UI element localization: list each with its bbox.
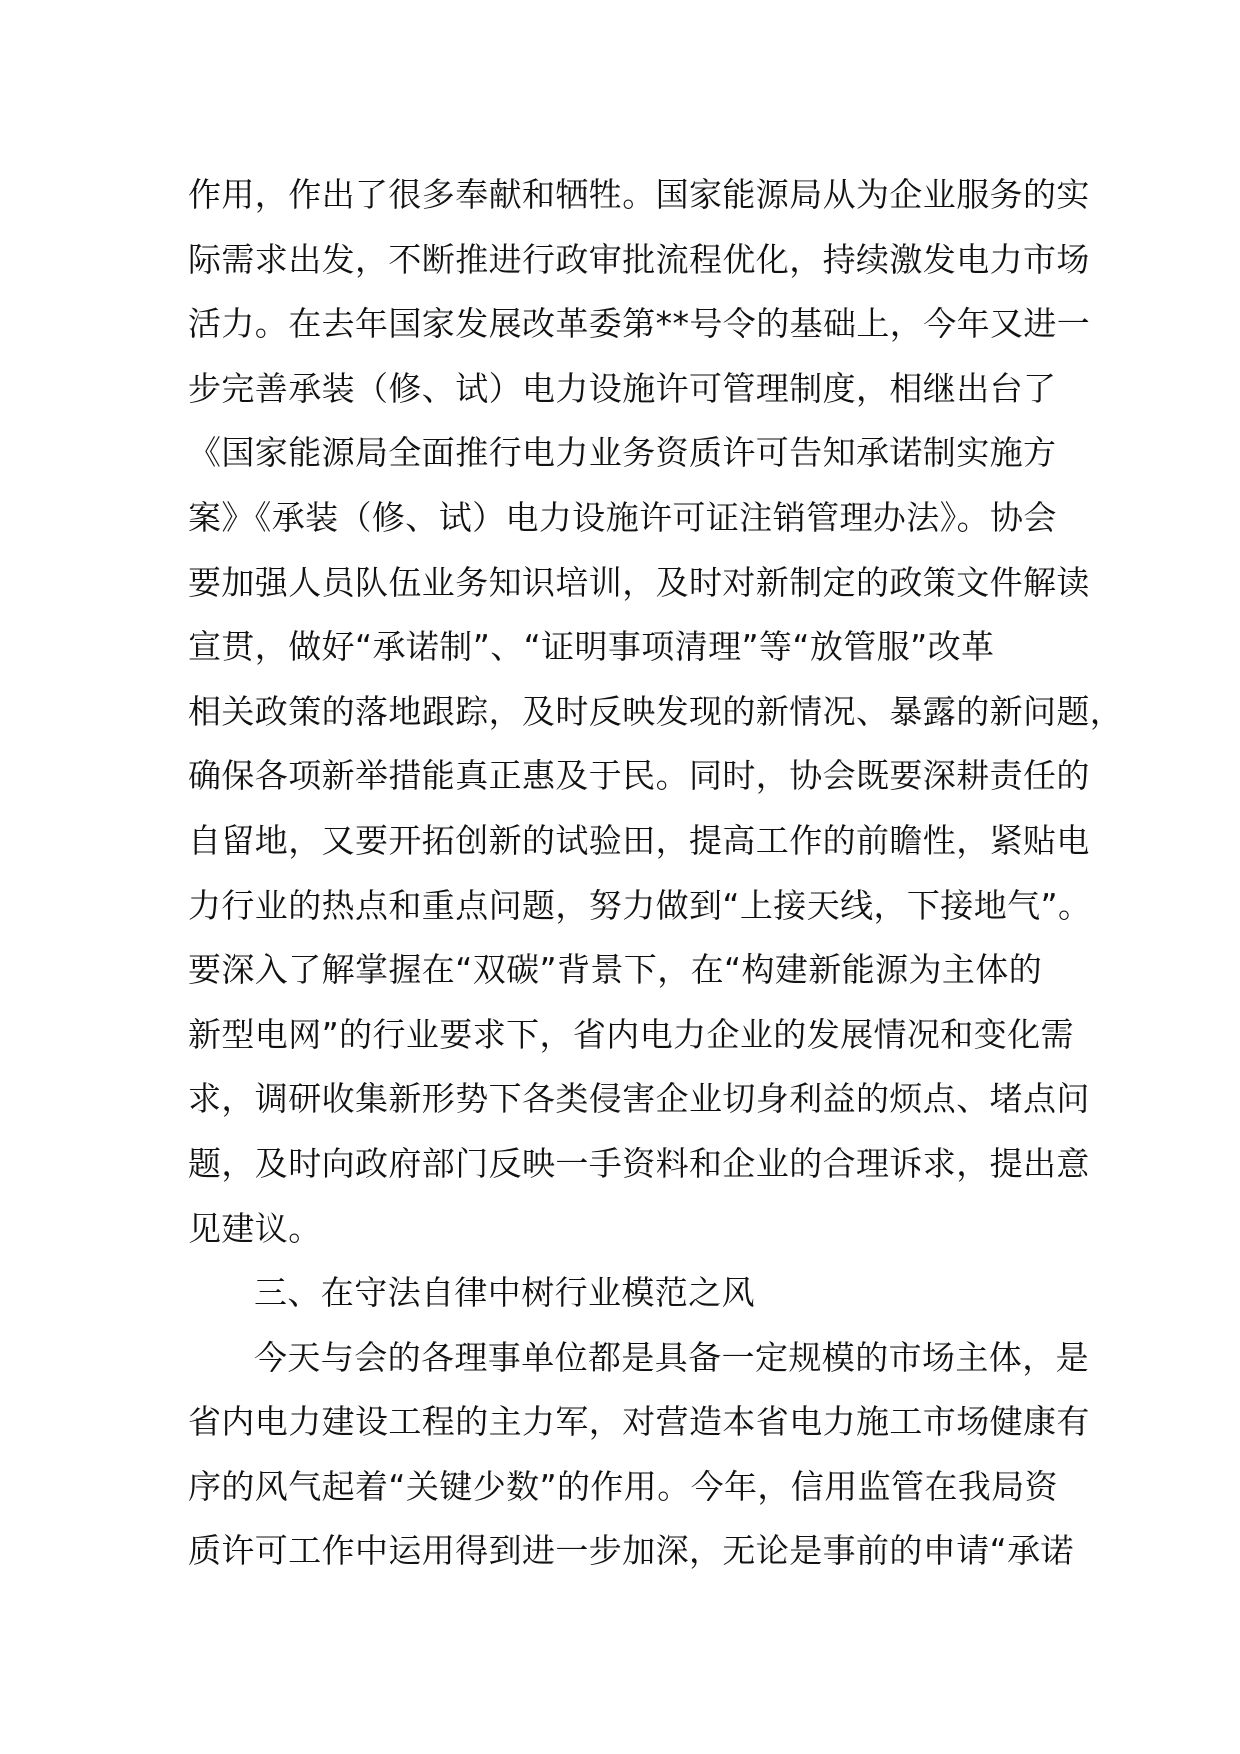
text-line: 序的风气起着“关键少数”的作用。今年，信用监管在我局资: [188, 1466, 1058, 1506]
text-line: 要加强人员队伍业务知识培训，及时对新制定的政策文件解读: [188, 562, 1090, 602]
text-line: 《国家能源局全面推行电力业务资质许可告知承诺制实施方: [188, 433, 1057, 473]
text-line: 求，调研收集新形势下各类侵害企业切身利益的烦点、堵点问: [188, 1079, 1090, 1119]
text-line: 自留地，又要开拓创新的试验田，提高工作的前瞻性，紧贴电: [188, 820, 1090, 860]
text-line: 质许可工作中运用得到进一步加深，无论是事前的申请“承诺: [188, 1531, 1074, 1571]
text-line: 作用，作出了很多奉献和牺牲。国家能源局从为企业服务的实: [188, 175, 1090, 214]
text-line: 要深入了解掌握在“双碳”背景下，在“构建新能源为主体的: [188, 950, 1043, 990]
text-line: 力行业的热点和重点问题，努力做到“上接天线，下接地气”。: [188, 885, 1092, 925]
text-line: 际需求出发，不断推进行政审批流程优化，持续激发电力市场: [188, 239, 1090, 279]
text-line: 活力。在去年国家发展改革委第**号令的基础上，今年又进一: [188, 304, 1091, 344]
text-line: 相关政策的落地跟踪，及时反映发现的新情况、暴露的新问题，: [188, 691, 1124, 731]
text-line: 省内电力建设工程的主力军，对营造本省电力施工市场健康有: [188, 1402, 1090, 1442]
body-text: [188, 163, 1124, 1584]
text-line: 新型电网”的行业要求下，省内电力企业的发展情况和变化需: [188, 1014, 1074, 1054]
text-line: 题，及时向政府部门反映一手资料和企业的合理诉求，提出意: [188, 1143, 1090, 1183]
section-heading: 三、在守法自律中树行业模范之风: [254, 1273, 755, 1313]
text-line: 确保各项新举措能真正惠及于民。同时，协会既要深耕责任的: [188, 756, 1090, 796]
text-line: 步完善承装（修、试）电力设施许可管理制度，相继出台了: [188, 368, 1057, 408]
text-line: 见建议。: [188, 1208, 322, 1248]
text-line: 今天与会的各理事单位都是具备一定规模的市场主体，是: [254, 1337, 1089, 1377]
text-line: 宣贯，做好“承诺制”、“证明事项清理”等“放管服”改革: [188, 627, 995, 667]
text-line: 案》《承装（修、试）电力设施许可证注销管理办法》。协会: [188, 497, 1057, 537]
